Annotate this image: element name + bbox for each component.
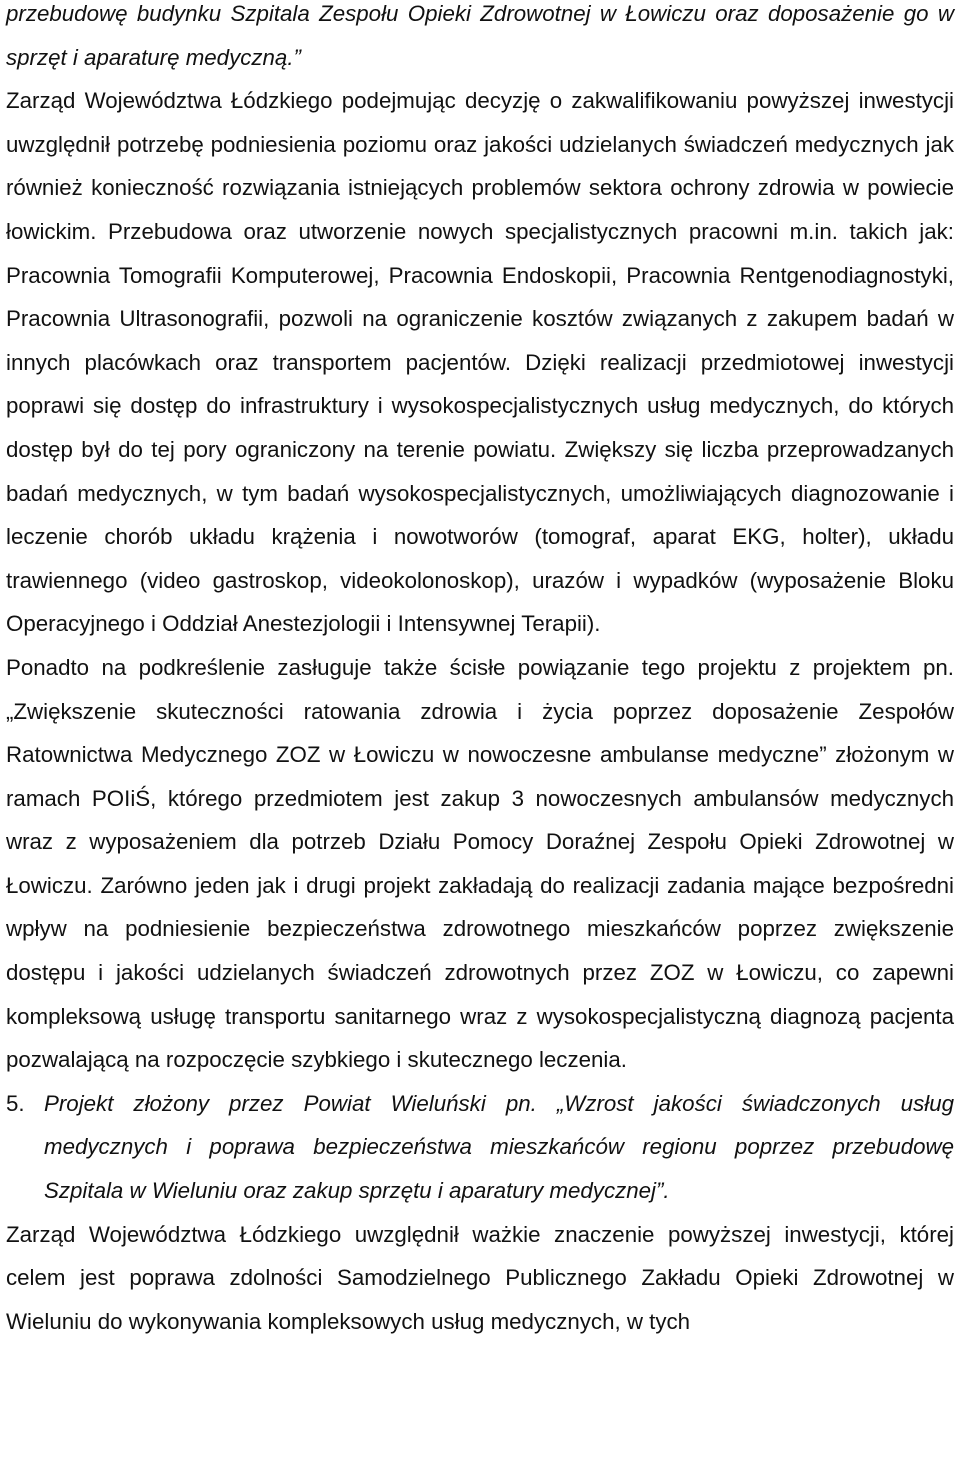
document-page — [6, 0, 954, 1343]
list-item-5 — [6, 1082, 954, 1213]
list-item-text: Projekt złożony przez Powiat Wieluński pn. „Wzrost jakości świadczonych usług medycznych i poprawa bezpieczeństwa mieszkańców regionu poprzez przebudowę Szpitala w Wieluniu oraz zakup sprzętu i aparatury medycznej”. — [44, 1090, 954, 1204]
paragraph-decision-wielun: Zarząd Województwa Łódzkiego uwzględnił ważkie znaczenie powyższej inwestycji, której celem jest poprawa zdolności Samodzielnego Publicznego Zakładu Opieki Zdrowotnej w Wieluniu do wykonywania kompleksowych usług medycznych, w tych — [6, 1221, 954, 1334]
paragraph-related-project: Ponadto na podkreślenie zasługuje także ścisłe powiązanie tego projektu z projektem pn. „Zwiększenie skuteczności ratowania zdrowia i życia poprzez doposażenie Zespołów Ratownictwa Medycznego ZOZ w Łowiczu w nowoczesne ambulanse medyczne” złożonym w ramach POIiŚ, którego przedmiotem jest zakup 3 nowoczesnych ambulansów medycznych wraz z wyposażeniem dla potrzeb Działu Pomocy Doraźnej Zespołu Opieki Zdrowotnej w Łowiczu. Zarówno jeden jak i drugi projekt zakładają do realizacji zadania mające bezpośredni wpływ na podniesienie bezpieczeństwa zdrowotnego mieszkańców poprzez zwiększenie dostępu i jakości udzielanych świadczeń zdrowotnych przez ZOZ w Łowiczu, co zapewni kompleksową usługę transportu sanitarnego wraz z wysokospecjalistyczną diagnozą pacjenta pozwalającą na rozpoczęcie szybkiego i skutecznego leczenia. — [6, 654, 954, 1073]
paragraph-decision-lowicz: Zarząd Województwa Łódzkiego podejmując decyzję o zakwalifikowaniu powyższej inwestycji uwzględnił potrzebę podniesienia poziomu oraz jakości udzielanych świadczeń medycznych jak również konieczność rozwiązania istniejących problemów sektora ochrony zdrowia w powiecie łowickim. Przebudowa oraz utworzenie nowych specjalistycznych pracowni m.in. takich jak: Pracownia Tomografii Komputerowej, Pracownia Endoskopii, Pracownia Rentgenodiagnostyki, Pracownia Ultrasonografii, pozwoli na ograniczenie kosztów związanych z zakupem badań w innych placówkach oraz transportem pacjentów. Dzięki realizacji przedmiotowej inwestycji poprawi się dostęp do infrastruktury i wysokospecjalistycznych usług medycznych, do których dostęp był do tej pory ograniczony na terenie powiatu. Zwiększy się liczba przeprowadzanych badań medycznych, w tym badań wysokospecjalistycznych, umożliwiających diagnozowanie i leczenie chorób układu krążenia i nowotworów (tomograf, aparat EKG, holter), układu trawiennego (video gastroskop, videokolonoskop), urazów i wypadków (wyposażenie Bloku Operacyjnego i Oddział Anestezjologii i Intensywnej Terapii). — [6, 88, 954, 637]
intro-italic-text: przebudowę budynku Szpitala Zespołu Opieki Zdrowotnej w Łowiczu oraz doposażenie go w sprzęt i aparaturę medyczną.” — [6, 1, 954, 70]
list-number: 5. — [6, 1090, 25, 1116]
